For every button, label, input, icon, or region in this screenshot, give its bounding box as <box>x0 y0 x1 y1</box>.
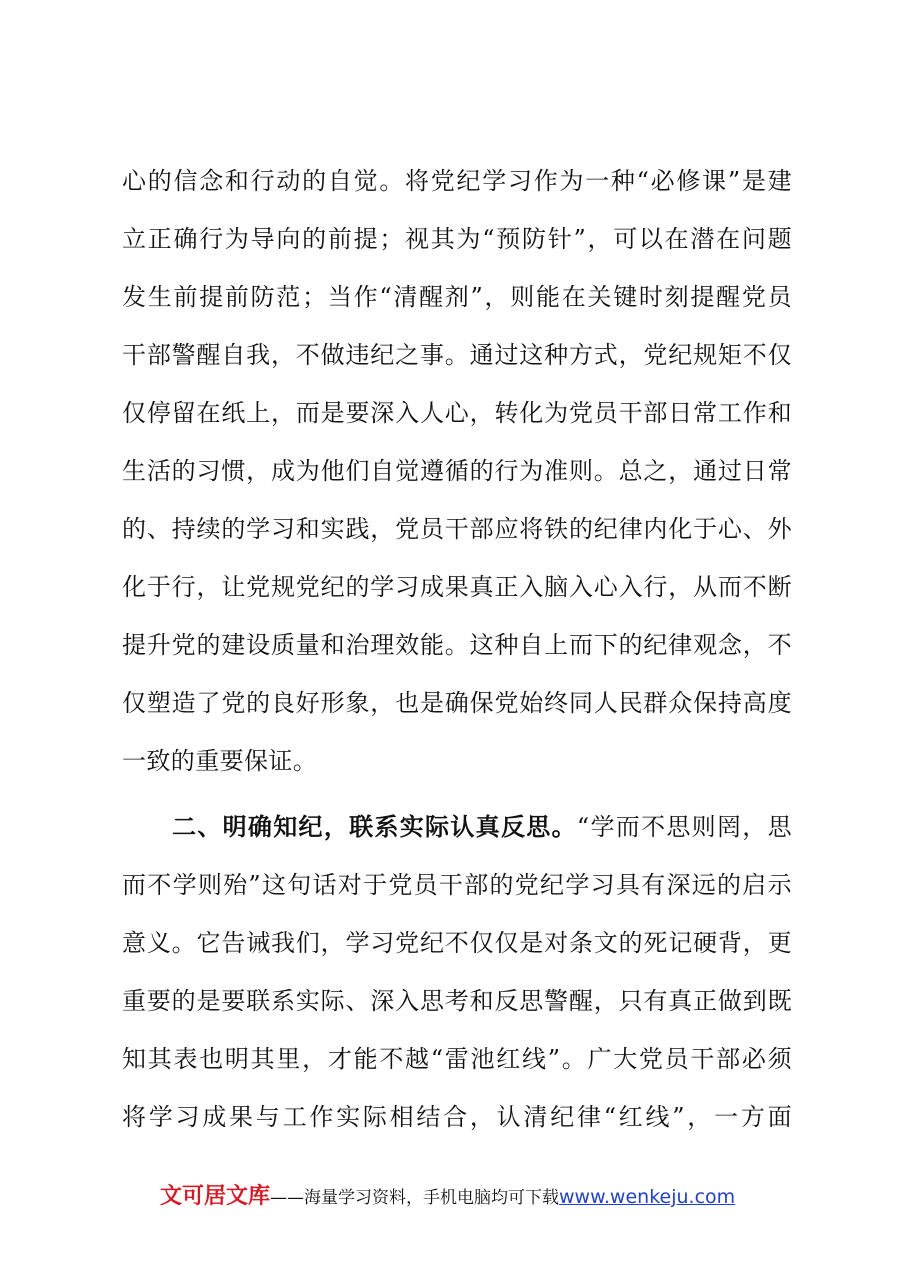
footer-tagline: ——海量学习资料，手机电脑均可下载 <box>270 1188 560 1208</box>
text-line: 心的信念和行动的自觉。将党纪学习作为一种“必修课”是建 <box>122 167 792 195</box>
footer-banner <box>160 1180 800 1214</box>
text-line: 仅塑造了党的良好形象，也是确保党始终同人民群众保持高度 <box>122 689 792 717</box>
text-line: 生活的习惯，成为他们自觉遵循的行为准则。总之，通过日常 <box>122 457 792 485</box>
text-line: 重要的是要联系实际、深入思考和反思警醒，只有真正做到既 <box>122 987 792 1015</box>
text-line: 提升党的建设质量和治理效能。这种自上而下的纪律观念，不 <box>122 631 792 659</box>
text-line: 化于行，让党规党纪的学习成果真正入脑入心入行，从而不断 <box>122 573 792 601</box>
text-line: 发生前提前防范；当作“清醒剂”，则能在关键时刻提醒党员 <box>122 283 792 311</box>
text-line <box>122 798 792 856</box>
document-body <box>122 152 792 1146</box>
text-line: 知其表也明其里，才能不越“雷池红线”。广大党员干部必须 <box>122 1045 792 1073</box>
text-line: 立正确行为导向的前提；视其为“预防针”，可以在潜在问题 <box>122 225 792 253</box>
paragraph-1 <box>122 152 792 790</box>
text-line: 的、持续的学习和实践，党员干部应将铁的纪律内化于心、外 <box>122 515 792 543</box>
website-link[interactable]: www.wenkeju.com <box>559 1186 736 1208</box>
paragraph-2 <box>122 798 792 1146</box>
section-heading: 二、明确知纪，联系实际认真反思。 <box>172 813 577 841</box>
brand-name: 文可居文库 <box>160 1184 271 1209</box>
heading-continuation: “学而不思则罔，思 <box>576 813 792 841</box>
text-line: 意义。它告诫我们，学习党纪不仅仅是对条文的死记硬背，更 <box>122 929 792 957</box>
text-line: 而不学则殆”这句话对于党员干部的党纪学习具有深远的启示 <box>122 871 792 899</box>
text-line: 一致的重要保证。 <box>122 747 318 775</box>
text-line: 将学习成果与工作实际相结合，认清纪律“红线”，一方面 <box>122 1103 792 1131</box>
text-line: 干部警醒自我，不做违纪之事。通过这种方式，党纪规矩不仅 <box>122 341 792 369</box>
text-line: 仅停留在纸上，而是要深入人心，转化为党员干部日常工作和 <box>122 399 792 427</box>
